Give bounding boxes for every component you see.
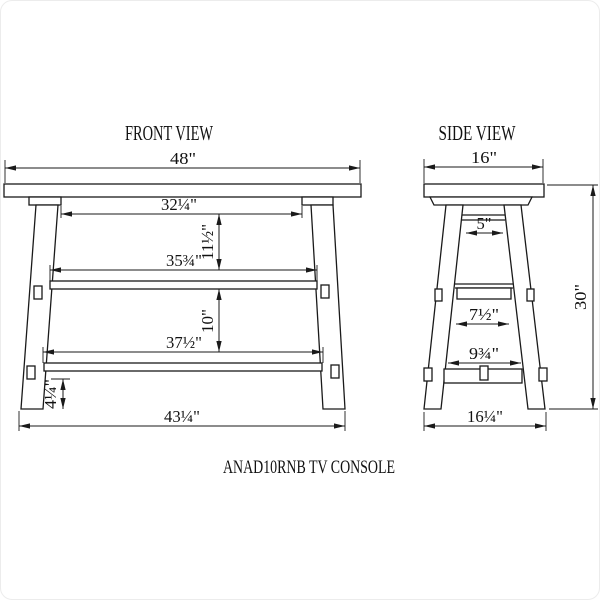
front-upper-shelf <box>50 281 317 289</box>
tv-console-dimension-drawing <box>1 1 600 600</box>
front-lower-left-tenon <box>27 366 35 379</box>
front-lower-shelf-width-label: 37½" <box>166 333 202 352</box>
side-shelf-support <box>457 288 511 299</box>
front-view-title: FRONT VIEW <box>125 121 214 145</box>
front-left-leg-cap <box>29 197 61 205</box>
side-view-title: SIDE VIEW <box>438 121 516 145</box>
side-center-tenon <box>480 366 488 380</box>
side-left-shelf-tenon <box>435 289 442 301</box>
front-lower-shelf <box>44 363 322 371</box>
front-top-to-upper-shelf-label: 11½" <box>198 223 217 260</box>
side-tabletop <box>424 184 544 197</box>
front-base-width-label: 43¼" <box>164 407 200 426</box>
front-view-drawing <box>4 121 361 431</box>
side-view-drawing <box>424 121 598 431</box>
front-apron-inner-width-label: 32¼" <box>161 195 197 214</box>
front-top-width-label: 48" <box>170 149 196 168</box>
side-base-depth-label: 16¼" <box>467 407 503 426</box>
front-lower-shelf-to-floor-label: 4¼" <box>41 380 60 409</box>
side-right-outer-tenon <box>539 368 547 381</box>
front-lower-right-tenon <box>331 365 339 378</box>
side-leg-gap-label: 5" <box>476 214 492 233</box>
side-lower-stretcher-depth-label: 9¾" <box>469 344 499 363</box>
front-shelf-spacing-label: 10" <box>198 309 217 333</box>
front-upper-right-tenon <box>321 285 329 298</box>
side-left-outer-tenon <box>424 368 432 381</box>
front-upper-left-tenon <box>34 286 42 299</box>
front-right-leg <box>311 205 345 409</box>
side-overall-height-label: 30" <box>571 286 590 310</box>
side-apron <box>430 197 532 205</box>
side-right-shelf-tenon <box>527 289 534 301</box>
front-right-leg-cap <box>302 197 333 205</box>
front-upper-shelf-width-label: 35¾" <box>166 251 202 270</box>
side-top-depth-label: 16" <box>471 148 497 167</box>
side-upper-shelf-depth-label: 7½" <box>469 305 499 324</box>
product-caption: ANAD10RNB TV CONSOLE <box>223 457 395 478</box>
